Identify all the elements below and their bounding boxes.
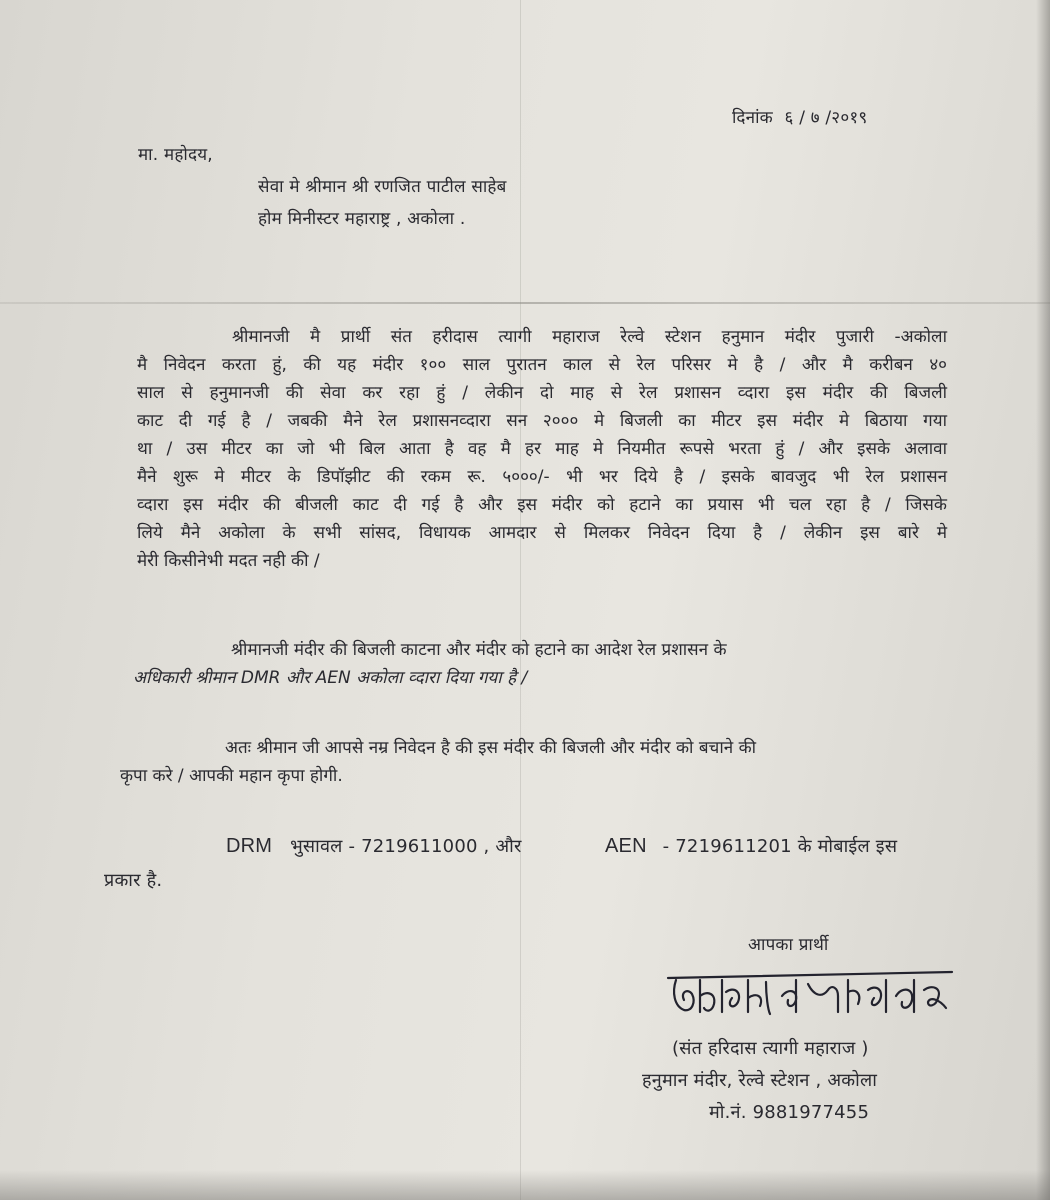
paragraph-line: मै निवेदन करता हुं, की यह मंदीर १०० साल पुरातन काल से रेल परिसर मे है / और मै करीबन ४० <box>137 355 947 375</box>
closing-yours: आपका प्रार्थी <box>748 935 829 955</box>
sender-mobile: मो.नं. 9881977455 <box>709 1102 870 1123</box>
paragraph-line: मेरी किसीनेभी मदत नही की / <box>137 551 320 571</box>
paragraph-line: अधिकारी श्रीमान DMR और AEN अकोला व्दारा दिया गया है / <box>133 668 528 688</box>
body-paragraph-3 <box>120 734 945 790</box>
salutation: मा. महोदय, <box>138 145 213 165</box>
fold-line <box>0 302 1050 304</box>
signature <box>662 962 962 1020</box>
contact-line-aen <box>605 834 897 858</box>
body-paragraph-1 <box>137 323 947 575</box>
paragraph-line: श्रीमानजी मंदीर की बिजली काटना और मंदीर को हटाने का आदेश रेल प्रशासन के <box>231 640 727 660</box>
sender-name: (संत हरिदास त्यागी महाराज ) <box>672 1038 869 1059</box>
drm-label: DRM <box>226 835 273 857</box>
paragraph-line: साल से हनुमानजी की सेवा कर रहा हुं / लेकीन दो माह से रेल प्रशासन व्दारा इस मंदीर की बिजली <box>137 383 947 403</box>
paragraph-line: व्दारा इस मंदीर की बीजली काट दी गई है और इस मंदीर को हटाने का प्रयास भी चल रहा है / जिसके <box>137 495 947 515</box>
contact-line-2: प्रकार है. <box>104 870 163 891</box>
paragraph-line: श्रीमानजी मै प्रार्थी संत हरीदास त्यागी महाराज रेल्वे स्टेशन हनुमान मंदीर पुजारी -अकोला <box>232 327 947 347</box>
date-line <box>732 105 867 128</box>
paragraph-line: काट दी गई है / जबकी मैने रेल प्रशासनव्दारा सन २००० मे बिजली का मीटर इस मंदीर मे बिठाया गया <box>137 411 947 431</box>
date-label: दिनांक <box>732 108 773 128</box>
contact-line-drm <box>226 834 522 858</box>
paragraph-line: मैने शुरू मे मीटर के डिपॉझीट की रकम रू. ५०००/- भी भर दिये है / इसके बावजुद भी रेल प्रशासन <box>137 467 947 487</box>
paragraph-line: था / उस मीटर का जो भी बिल आता है वह मै हर माह मे नियमीत रूपसे भरता हुं / और इसके अलावा <box>137 439 947 459</box>
aen-label: AEN <box>605 835 647 857</box>
addressee-line-2: होम मिनीस्टर महाराष्ट्र , अकोला . <box>258 209 466 229</box>
date-value: ६ / ७ /२०१९ <box>784 108 868 128</box>
addressee-line-1: सेवा मे श्रीमान श्री रणजित पाटील साहेब <box>258 177 507 197</box>
paragraph-line: कृपा करे / आपकी महान कृपा होगी. <box>120 766 343 786</box>
sender-address: हनुमान मंदीर, रेल्वे स्टेशन , अकोला <box>642 1070 878 1091</box>
paragraph-line: अतः श्रीमान जी आपसे नम्र निवेदन है की इस मंदीर की बिजली और मंदीर को बचाने की <box>225 738 757 758</box>
crease-line <box>520 0 521 1200</box>
page-edge-shadow <box>1036 0 1050 1200</box>
body-paragraph-2 <box>133 636 943 692</box>
page-edge-shadow <box>0 1170 1050 1200</box>
paragraph-line: लिये मैने अकोला के सभी सांसद, विधायक आमदार से मिलकर निवेदन दिया है / लेकीन इस बारे मे <box>137 523 947 543</box>
aen-text: - 7219611201 के मोबाईल इस <box>662 836 898 857</box>
drm-text: भुसावल - 7219611000 , और <box>290 836 522 857</box>
